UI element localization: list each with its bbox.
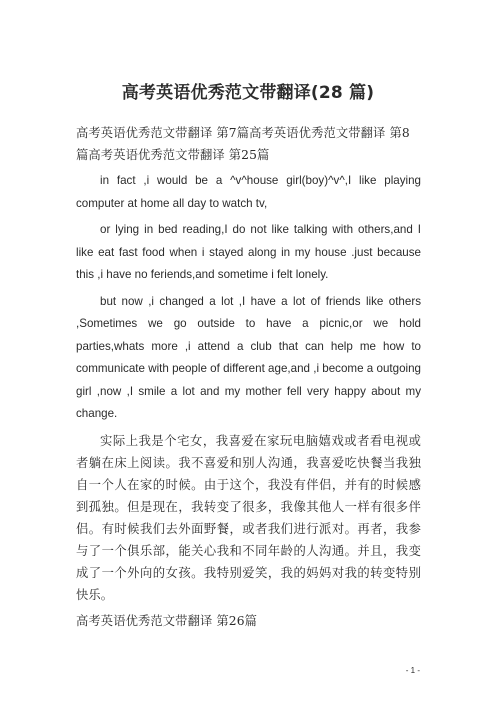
english-paragraph: or lying in bed reading,I do not like talking with others,and I like eat fast food when i stayed along in my house .just because this ,i have no feriends,and sometime i felt lonely. (76, 223, 421, 281)
document-title: 高考英语优秀范文带翻译(28 篇) (121, 83, 375, 103)
english-paragraph: but now ,i changed a lot ,I have a lot of friends like others ,Sometimes we go outside to have a picnic,or we hold parties,whats more ,i attend a club that can help me how to communicate with people of different age,and ,i become a outgoing girl ,now ,I smile a lot and my mother fell very happy about my change. (76, 294, 421, 420)
document-body (76, 122, 421, 636)
section-heading-paragraph: 高考英语优秀范文带翻译 第7篇高考英语优秀范文带翻译 第8篇高考英语优秀范文带翻译 第25篇 (76, 126, 410, 162)
english-paragraph: in fact ,i would be a ^v^house girl(boy)^v^,I like playing computer at home all day to watch tv, (76, 174, 421, 210)
page-number: - 1 - (405, 666, 420, 675)
chinese-translation-paragraph: 实际上我是个宅女，我喜爱在家玩电脑嬉戏或者看电视或者躺在床上阅读。我不喜爱和别人沟通，我喜爱吃快餐当我独自一个人在家的时候。由于这个，我没有伴侣，并有的时候感到孤独。但是现在，我转变了很多，我像其他人一样有很多伴侣。有时候我们去外面野餐，或者我们进行派对。再者，我参与了一个俱乐部，能关心我和不同年龄的人沟通。并且，我变成了一个外向的女孩。我特别爱笑，我的妈妈对我的转变特别快乐。 (76, 433, 421, 602)
next-section-heading: 高考英语优秀范文带翻译 第26篇 (76, 613, 258, 628)
